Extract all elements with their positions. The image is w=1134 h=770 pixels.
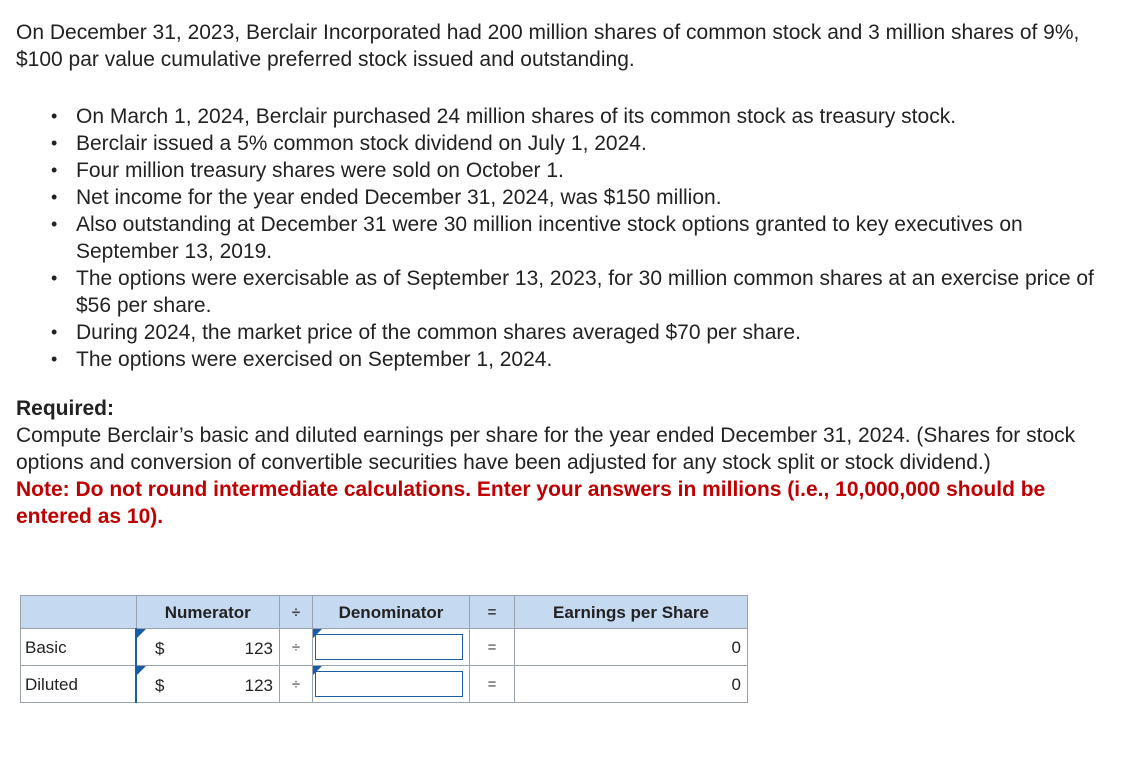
- intro-paragraph: On December 31, 2023, Berclair Incorporated had 200 million shares of common stock and 3 million shares of 9%, $100 par value cumulative preferred stock issued and outstanding.: [16, 21, 1080, 71]
- list-item: • Net income for the year ended December 31, 2024, was $150 million.: [16, 184, 1126, 211]
- input-flag-icon: [313, 629, 322, 638]
- denominator-cell: [313, 629, 470, 666]
- denominator-cell: [313, 666, 470, 703]
- eps-value-basic: 0: [515, 629, 748, 666]
- divide-sign: ÷: [280, 666, 313, 703]
- input-flag-icon: [313, 666, 322, 675]
- required-body: Compute Berclair’s basic and diluted earnings per share for the year ended December 31, 2024. (Shares for stock options and conversion of convertible securities have been adjusted for any stock split or stock dividend.): [16, 424, 1076, 474]
- numerator-field-diluted[interactable]: [136, 666, 280, 703]
- numerator-value: 123: [244, 639, 273, 658]
- list-item: • Also outstanding at December 31 were 30 million incentive stock options granted to key executives on September 13, 2019.: [16, 211, 1126, 265]
- list-item: • The options were exercised on September 1, 2024.: [16, 346, 1126, 373]
- header-denominator: Denominator: [313, 596, 470, 629]
- eps-table: [20, 595, 748, 703]
- denominator-input-diluted[interactable]: [315, 671, 463, 697]
- input-flag-icon: [137, 666, 146, 675]
- required-section: [16, 395, 1116, 530]
- eps-value-diluted: 0: [515, 666, 748, 703]
- list-item: • Berclair issued a 5% common stock dividend on July 1, 2024.: [16, 130, 1126, 157]
- denominator-input-basic[interactable]: [315, 634, 463, 660]
- list-item: • On March 1, 2024, Berclair purchased 24 million shares of its common stock as treasury stock.: [16, 103, 1126, 130]
- required-heading: Required:: [16, 397, 115, 420]
- row-label: Diluted: [21, 666, 137, 703]
- list-item: • The options were exercisable as of September 13, 2023, for 30 million common shares at an exercise price of $56 per share.: [16, 265, 1126, 319]
- numerator-field-basic[interactable]: [136, 629, 280, 666]
- table-row-basic: [21, 629, 748, 666]
- header-label: [21, 596, 137, 629]
- table-header-row: [21, 596, 748, 629]
- header-equals: =: [470, 596, 515, 629]
- row-label: Basic: [21, 629, 137, 666]
- currency-symbol: $: [155, 676, 165, 695]
- input-flag-icon: [137, 629, 146, 638]
- numerator-value: 123: [244, 676, 273, 695]
- list-item: • Four million treasury shares were sold on October 1.: [16, 157, 1126, 184]
- facts-list: [16, 103, 1126, 373]
- header-eps: Earnings per Share: [515, 596, 748, 629]
- table-row-diluted: [21, 666, 748, 703]
- header-numerator: Numerator: [136, 596, 280, 629]
- equals-sign: =: [470, 666, 515, 703]
- list-item: • During 2024, the market price of the common shares averaged $70 per share.: [16, 319, 1126, 346]
- required-note: Note: Do not round intermediate calculations. Enter your answers in millions (i.e., 10,000,000 should be entered as 10).: [16, 478, 1046, 528]
- header-divide: ÷: [280, 596, 313, 629]
- divide-sign: ÷: [280, 629, 313, 666]
- equals-sign: =: [470, 629, 515, 666]
- currency-symbol: $: [155, 639, 165, 658]
